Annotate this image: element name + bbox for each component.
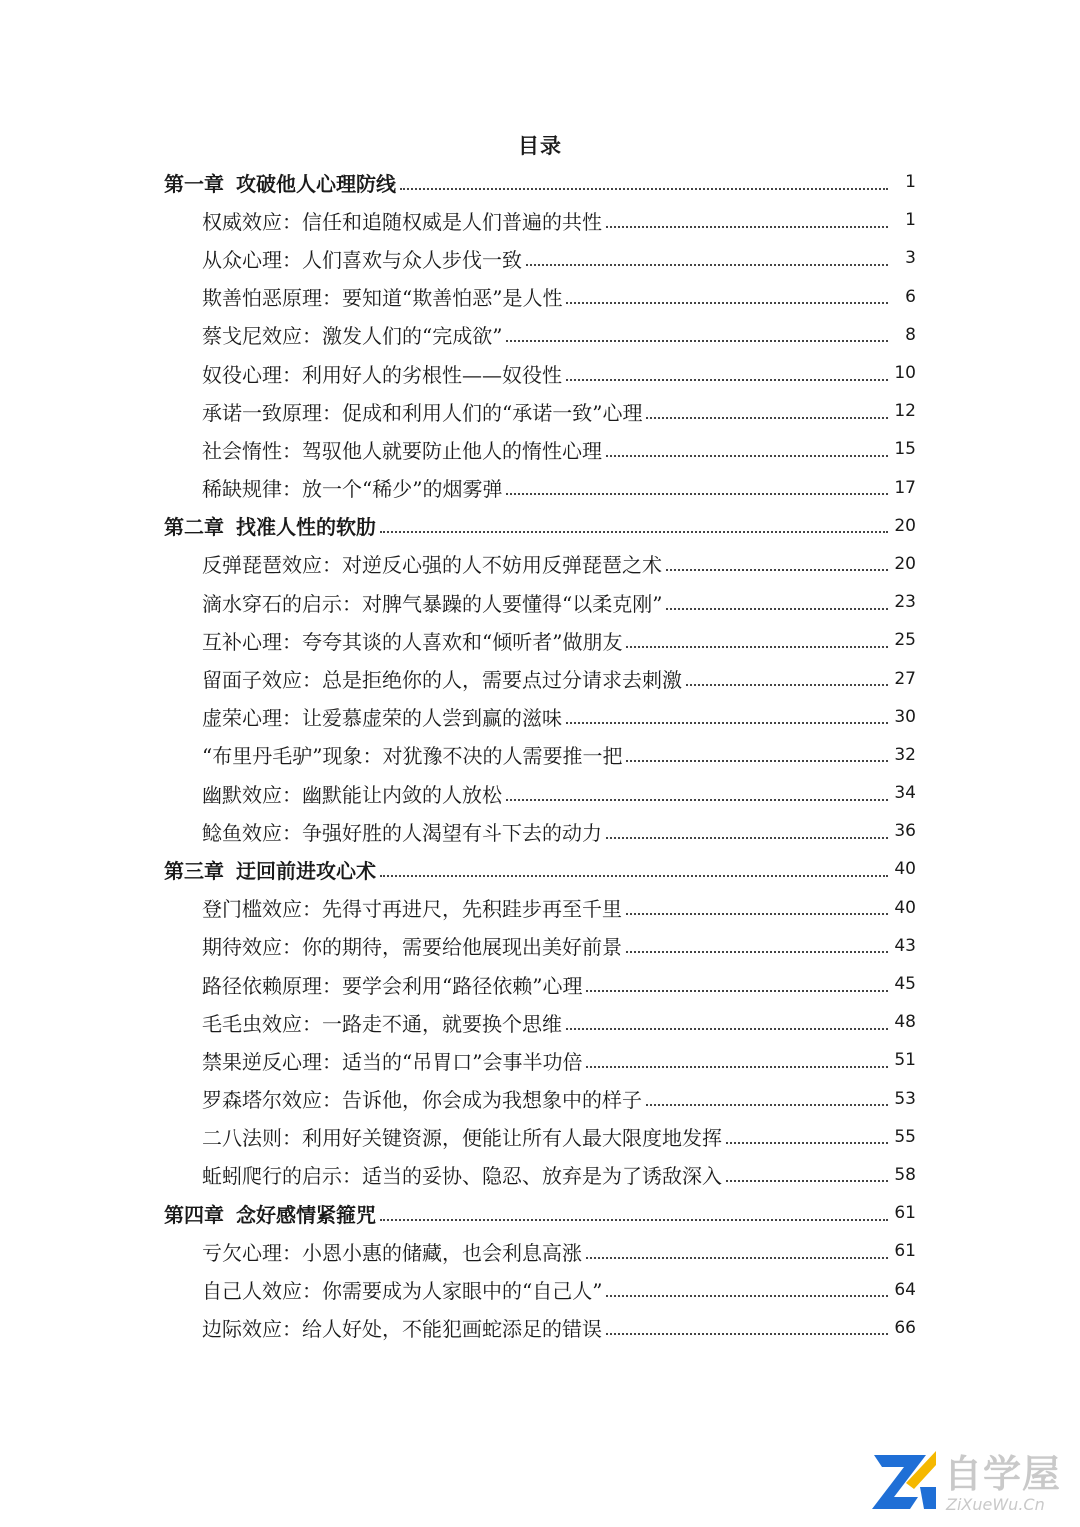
- toc-section-entry[interactable]: [164, 1003, 916, 1041]
- toc-section-entry[interactable]: [164, 927, 916, 965]
- toc-entry-title: 蔡戈尼效应：激发人们的“完成欲”: [202, 324, 503, 349]
- toc-page-number: 64: [894, 1279, 916, 1300]
- toc-section-entry[interactable]: [164, 1041, 916, 1079]
- toc-page-number: 36: [894, 821, 916, 842]
- toc-section-entry[interactable]: [164, 965, 916, 1003]
- toc-entry-title: 反弹琵琶效应：对逆反心强的人不妨用反弹琵琶之术: [202, 553, 662, 578]
- toc-entry-title: 社会惰性：驾驭他人就要防止他人的惰性心理: [202, 438, 602, 463]
- toc-page-number: 17: [894, 477, 916, 498]
- toc-chapter-number: 第二章: [164, 515, 224, 540]
- toc-entry-title: 奴役心理：利用好人的劣根性——奴役性: [202, 362, 562, 387]
- dot-leader: [566, 721, 888, 724]
- table-of-contents: [164, 163, 916, 1347]
- dot-leader: [586, 1256, 888, 1259]
- toc-page-number: 1: [905, 172, 916, 193]
- dot-leader: [686, 683, 888, 686]
- toc-entry-title: 期待效应：你的期待，需要给他展现出美好前景: [202, 935, 622, 960]
- toc-entry-title: 从众心理：人们喜欢与众人步伐一致: [202, 247, 522, 272]
- toc-entry-title: 攻破他人心理防线: [236, 171, 396, 196]
- toc-chapter-entry[interactable]: [164, 507, 916, 545]
- toc-section-entry[interactable]: [164, 1232, 916, 1270]
- toc-page-number: 6: [905, 286, 916, 307]
- toc-section-entry[interactable]: [164, 812, 916, 850]
- toc-page-number: 30: [894, 706, 916, 727]
- watermark-chinese-text: 自学屋: [944, 1452, 1062, 1496]
- toc-entry-title: 权威效应：信任和追随权威是人们普遍的共性: [202, 209, 602, 234]
- dot-leader: [380, 530, 888, 533]
- toc-page-number: 20: [894, 553, 916, 574]
- toc-page-number: 12: [894, 401, 916, 422]
- dot-leader: [606, 225, 888, 228]
- toc-section-entry[interactable]: [164, 1270, 916, 1308]
- dot-leader: [626, 645, 888, 648]
- dot-leader: [666, 568, 888, 571]
- watermark-url-text: ZiXueWu.Cn: [946, 1495, 1045, 1514]
- toc-entry-title: 亏欠心理：小恩小惠的储藏，也会利息高涨: [202, 1240, 582, 1265]
- toc-entry-title: 稀缺规律：放一个“稀少”的烟雾弹: [202, 477, 503, 502]
- dot-leader: [606, 1332, 888, 1335]
- toc-section-entry[interactable]: [164, 1309, 916, 1347]
- toc-chapter-number: 第四章: [164, 1202, 224, 1227]
- toc-page-number: 10: [894, 363, 916, 384]
- toc-section-entry[interactable]: [164, 316, 916, 354]
- dot-leader: [626, 759, 888, 762]
- dot-leader: [566, 378, 888, 381]
- toc-page-number: 51: [894, 1050, 916, 1071]
- toc-page-number: 40: [894, 897, 916, 918]
- toc-entry-title: 承诺一致原理：促成和利用人们的“承诺一致”心理: [202, 400, 643, 425]
- dot-leader: [586, 1065, 888, 1068]
- toc-entry-title: 登门槛效应：先得寸再进尺，先积跬步再至千里: [202, 897, 622, 922]
- toc-page-number: 25: [894, 630, 916, 651]
- toc-entry-title: 路径依赖原理：要学会利用“路径依赖”心理: [202, 973, 583, 998]
- toc-entry-title: “布里丹毛驴”现象：对犹豫不决的人需要推一把: [202, 744, 623, 769]
- toc-entry-title: 留面子效应：总是拒绝你的人，需要点过分请求去刺激: [202, 668, 682, 693]
- toc-page-number: 66: [894, 1317, 916, 1338]
- toc-section-entry[interactable]: [164, 659, 916, 697]
- toc-page-number: 3: [905, 248, 916, 269]
- toc-page-number: 40: [894, 859, 916, 880]
- dot-leader: [606, 1294, 888, 1297]
- toc-entry-title: 毛毛虫效应：一路走不通，就要换个思维: [202, 1011, 562, 1036]
- toc-section-entry[interactable]: [164, 430, 916, 468]
- toc-section-entry[interactable]: [164, 278, 916, 316]
- toc-page-number: 48: [894, 1012, 916, 1033]
- toc-title: 目录: [518, 134, 562, 158]
- toc-section-entry[interactable]: [164, 1118, 916, 1156]
- toc-section-entry[interactable]: [164, 469, 916, 507]
- toc-section-entry[interactable]: [164, 1156, 916, 1194]
- toc-entry-title: 虚荣心理：让爱慕虚荣的人尝到赢的滋味: [202, 706, 562, 731]
- toc-page-number: 53: [894, 1088, 916, 1109]
- toc-entry-title: 自己人效应：你需要成为人家眼中的“自己人”: [202, 1279, 603, 1304]
- toc-entry-title: 二八法则：利用好关键资源，便能让所有人最大限度地发挥: [202, 1126, 722, 1151]
- toc-entry-title: 滴水穿石的启示：对脾气暴躁的人要懂得“以柔克刚”: [202, 591, 663, 616]
- dot-leader: [506, 798, 888, 801]
- dot-leader: [626, 950, 888, 953]
- toc-section-entry[interactable]: [164, 774, 916, 812]
- dot-leader: [726, 1141, 888, 1144]
- toc-entry-title: 罗森塔尔效应：告诉他，你会成为我想象中的样子: [202, 1088, 642, 1113]
- toc-entry-title: 边际效应：给人好处，不能犯画蛇添足的错误: [202, 1317, 602, 1342]
- dot-leader: [586, 989, 888, 992]
- dot-leader: [666, 607, 888, 610]
- toc-entry-title: 蚯蚓爬行的启示：适当的妥协、隐忍、放弃是为了诱敌深入: [202, 1164, 722, 1189]
- toc-section-entry[interactable]: [164, 545, 916, 583]
- toc-section-entry[interactable]: [164, 583, 916, 621]
- toc-entry-title: 欺善怕恶原理：要知道“欺善怕恶”是人性: [202, 286, 563, 311]
- toc-entry-title: 幽默效应：幽默能让内敛的人放松: [202, 782, 502, 807]
- dot-leader: [606, 454, 888, 457]
- toc-page-number: 20: [894, 515, 916, 536]
- dot-leader: [606, 836, 888, 839]
- toc-section-entry[interactable]: [164, 889, 916, 927]
- toc-page-number: 23: [894, 592, 916, 613]
- toc-chapter-entry[interactable]: [164, 1194, 916, 1232]
- toc-section-entry[interactable]: [164, 392, 916, 430]
- toc-page-number: 1: [905, 210, 916, 231]
- dot-leader: [566, 1027, 888, 1030]
- toc-entry-title: 念好感情紧箍咒: [236, 1202, 376, 1227]
- toc-page-number: 55: [894, 1126, 916, 1147]
- toc-page-number: 43: [894, 935, 916, 956]
- toc-page-number: 27: [894, 668, 916, 689]
- toc-chapter-entry[interactable]: [164, 163, 916, 201]
- dot-leader: [646, 416, 888, 419]
- toc-section-entry[interactable]: [164, 621, 916, 659]
- toc-page-number: 15: [894, 439, 916, 460]
- toc-entry-title: 找准人性的软肋: [236, 515, 376, 540]
- toc-entry-title: 互补心理：夸夸其谈的人喜欢和“倾听者”做朋友: [202, 629, 623, 654]
- toc-section-entry[interactable]: [164, 698, 916, 736]
- toc-page-number: 61: [894, 1203, 916, 1224]
- watermark: [870, 1443, 1074, 1521]
- toc-section-entry[interactable]: [164, 354, 916, 392]
- dot-leader: [526, 263, 888, 266]
- toc-chapter-number: 第三章: [164, 858, 224, 883]
- dot-leader: [506, 339, 888, 342]
- toc-entry-title: 禁果逆反心理：适当的“吊胃口”会事半功倍: [202, 1049, 583, 1074]
- dot-leader: [380, 874, 888, 877]
- toc-page-number: 8: [905, 324, 916, 345]
- toc-section-entry[interactable]: [164, 736, 916, 774]
- zixuewu-logo-icon: [870, 1447, 938, 1517]
- dot-leader: [726, 1179, 888, 1182]
- toc-entry-title: 迂回前进攻心术: [236, 858, 376, 883]
- toc-page-number: 45: [894, 974, 916, 995]
- dot-leader: [626, 912, 888, 915]
- toc-page-number: 61: [894, 1241, 916, 1262]
- dot-leader: [380, 1218, 888, 1221]
- dot-leader: [646, 1103, 888, 1106]
- toc-section-entry[interactable]: [164, 1080, 916, 1118]
- toc-page-number: 32: [894, 744, 916, 765]
- toc-page-number: 34: [894, 783, 916, 804]
- toc-chapter-entry[interactable]: [164, 850, 916, 888]
- dot-leader: [566, 301, 888, 304]
- toc-section-entry[interactable]: [164, 201, 916, 239]
- dot-leader: [400, 187, 888, 190]
- toc-section-entry[interactable]: [164, 239, 916, 277]
- toc-chapter-number: 第一章: [164, 171, 224, 196]
- toc-entry-title: 鲶鱼效应：争强好胜的人渴望有斗下去的动力: [202, 820, 602, 845]
- dot-leader: [506, 492, 888, 495]
- toc-page-number: 58: [894, 1164, 916, 1185]
